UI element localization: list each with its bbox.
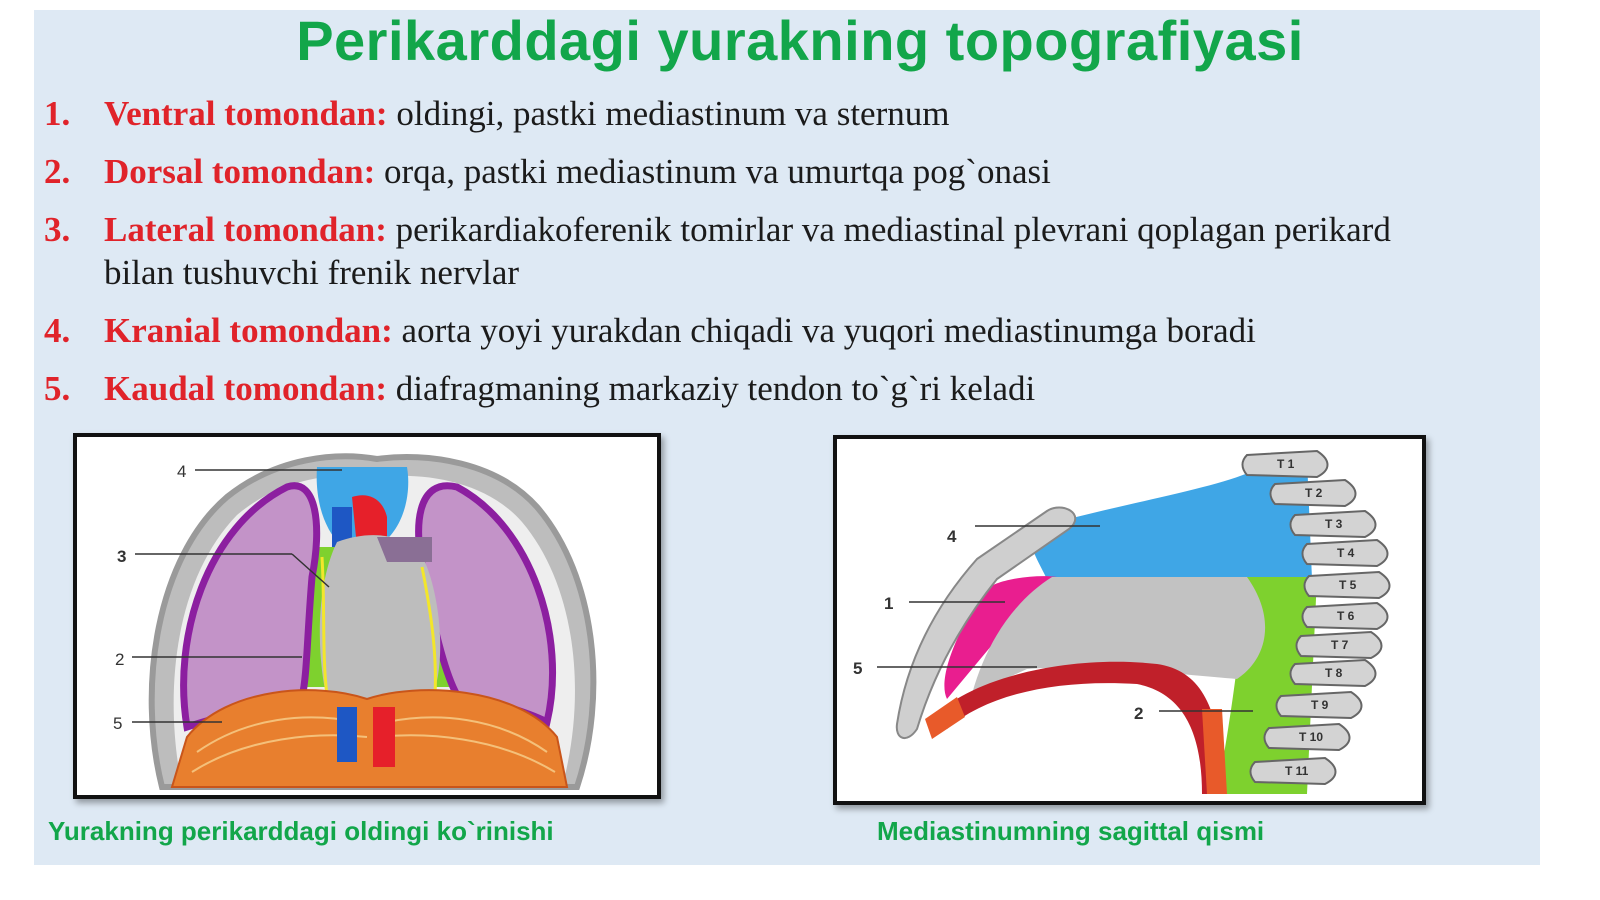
item-number: 4. [44, 311, 71, 350]
vertebra [1297, 632, 1382, 658]
slide-title: Perikarddagi yurakning topografiyasi [296, 9, 1304, 72]
list-item [44, 367, 1464, 410]
vertebra [1291, 511, 1376, 537]
item-label: Dorsal tomondan: [104, 152, 376, 191]
vertebra [1305, 572, 1390, 598]
label-2: 2 [1134, 704, 1144, 723]
item-text [104, 367, 1464, 410]
sagittal-view-diagram [837, 439, 1422, 801]
vertebra-label: T 5 [1339, 578, 1357, 592]
item-label: Lateral tomondan: [104, 210, 387, 249]
vertebra-label: T 3 [1325, 517, 1343, 531]
item-label: Kaudal tomondan: [104, 369, 387, 408]
vertebra [1303, 603, 1388, 629]
list-item [44, 208, 1464, 294]
descending-aorta [373, 707, 395, 767]
vertebra [1265, 724, 1350, 750]
item-number: 5. [44, 369, 71, 408]
vertebra-label: T 1 [1277, 457, 1295, 471]
item-text [104, 309, 1464, 352]
item-text [104, 150, 1464, 193]
item-label: Kranial tomondan: [104, 311, 393, 350]
item-text [104, 208, 1464, 294]
item-label: Ventral tomondan: [104, 94, 388, 133]
sagittal-view-figure [833, 435, 1426, 805]
item-description: aorta yoyi yurakdan chiqadi va yuqori mediastinumga boradi [401, 311, 1256, 350]
item-text [104, 92, 1464, 135]
vertebra-label: T 4 [1337, 546, 1355, 560]
item-description: orqa, pastki mediastinum va umurtqa pog`onasi [384, 152, 1051, 191]
vertebra-label: T 8 [1325, 666, 1343, 680]
vertebra-label: T 11 [1285, 764, 1309, 778]
diaphragm [932, 662, 1222, 794]
list-item [44, 309, 1464, 352]
list-item [44, 150, 1464, 193]
vertebra [1291, 660, 1376, 686]
item-number: 1. [44, 94, 71, 133]
vertebra [1271, 480, 1356, 506]
label-4: 4 [947, 527, 957, 546]
label-1: 1 [884, 594, 894, 613]
frontal-view-diagram [77, 437, 657, 795]
vertebra [1251, 758, 1336, 784]
vertebra [1277, 692, 1362, 718]
vertebra-label: T 10 [1299, 730, 1324, 744]
frontal-view-caption: Yurakning perikarddagi oldingi ko`rinishi [48, 816, 554, 846]
diaphragm [172, 690, 567, 787]
vertebra-label: T 2 [1305, 486, 1323, 500]
label-5: 5 [113, 714, 123, 733]
vertebra-label: T 7 [1331, 638, 1349, 652]
inferior-vena-cava [337, 707, 357, 762]
frontal-view-figure [73, 433, 661, 799]
item-number: 3. [44, 210, 71, 249]
topography-list [44, 92, 1464, 425]
label-4: 4 [177, 462, 187, 481]
vertebra [1303, 540, 1388, 566]
label-5: 5 [853, 659, 863, 678]
vertebra-label: T 9 [1311, 698, 1329, 712]
list-item [44, 92, 1464, 135]
item-number: 2. [44, 152, 71, 191]
item-description: diafragmaning markaziy tendon to`g`ri keladi [395, 369, 1036, 408]
sagittal-view-caption: Mediastinumning sagittal qismi [877, 816, 1265, 846]
vertebra [1243, 451, 1328, 477]
label-2: 2 [115, 650, 125, 669]
label-3: 3 [117, 547, 127, 566]
diaphragm-anterior [925, 697, 965, 739]
vertebra-label: T 6 [1337, 609, 1355, 623]
item-description: perikardiakoferenik tomirlar va mediastinal plevrani qoplagan perikard bilan tushuvchi frenik nervlar [104, 210, 1391, 292]
item-description: oldingi, pastki mediastinum va sternum [396, 94, 950, 133]
